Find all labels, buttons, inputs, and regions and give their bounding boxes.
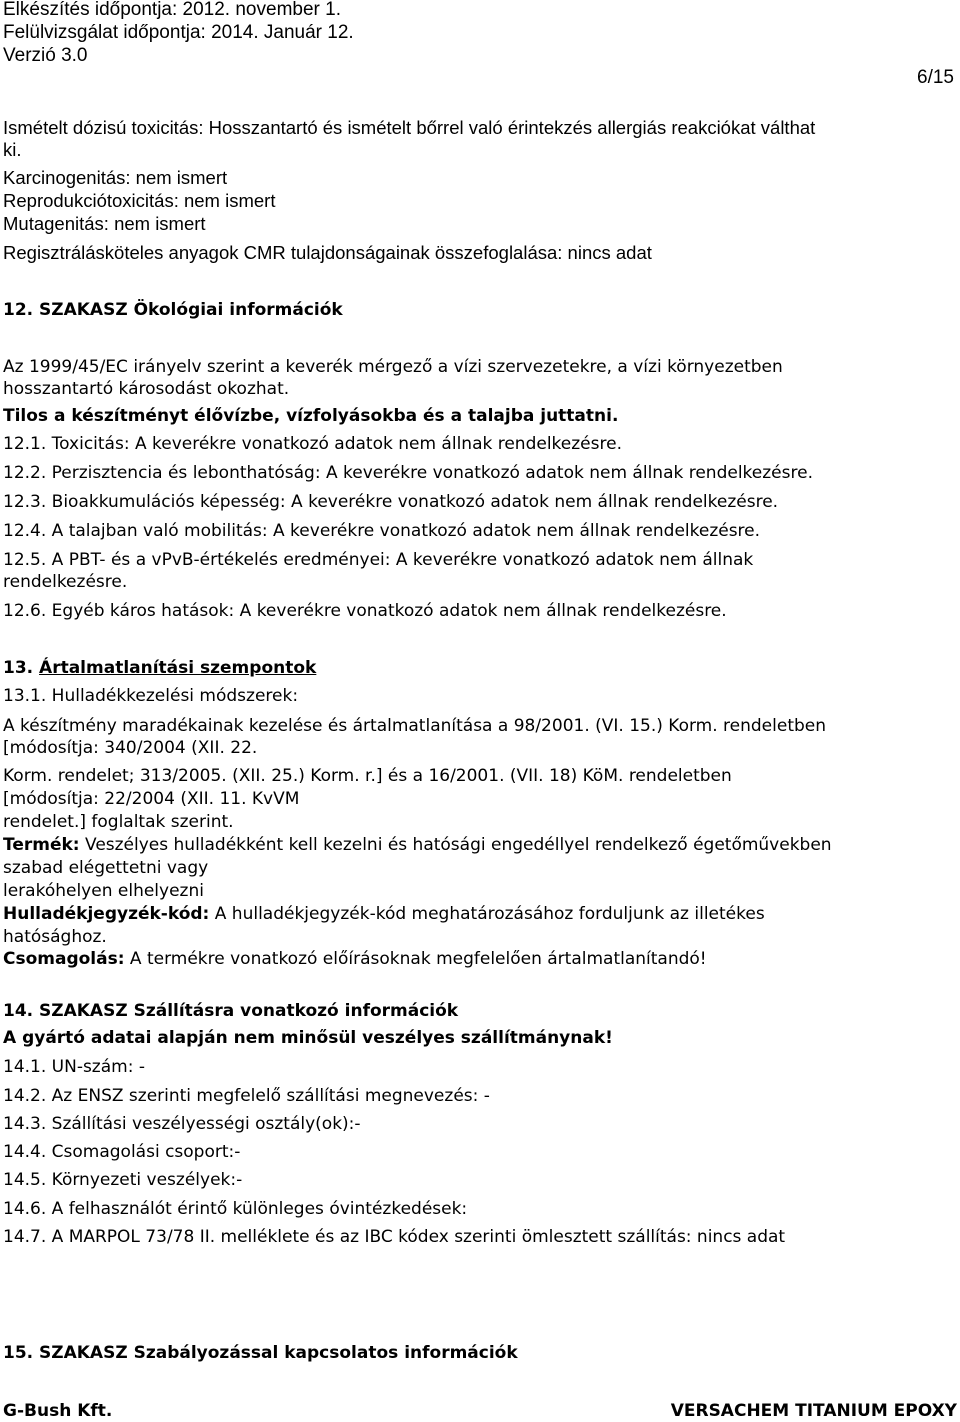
special-precautions-14-6: 14.6. A felhasználót érintő különleges óvintézkedések: — [3, 1199, 468, 1219]
toxicity-12-1: 12.1. Toxicitás: A keverékre vonatkozó adatok nem állnak rendelkezésre. — [3, 434, 622, 454]
bioaccumulation-12-3: 12.3. Bioakkumulációs képesség: A keverékre vonatkozó adatok nem állnak rendelkezésre. — [3, 492, 779, 512]
waste-code-cont: hatósághoz. — [3, 927, 107, 947]
hazard-class-14-3: 14.3. Szállítási veszélyességi osztály(ok):- — [3, 1114, 361, 1134]
eco-warning: Tilos a készítményt élővízbe, vízfolyásokba és a talajba juttatni. — [3, 406, 619, 426]
page-number: 6/15 — [917, 67, 954, 88]
packaging-text: A termékre vonatkozó előírásoknak megfelelően ártalmatlanítandó! — [124, 949, 707, 969]
eco-intro: Az 1999/45/EC irányelv szerint a keverék mérgező a vízi szervezetekre, a vízi környezetben — [3, 357, 783, 377]
env-hazards-14-5: 14.5. Környezeti veszélyek:- — [3, 1170, 243, 1190]
transport-notice: A gyártó adatai alapján nem minősül veszélyes szállítmánynak! — [3, 1028, 613, 1048]
waste-code-text: A hulladékjegyzék-kód meghatározásához forduljunk az illetékes — [209, 904, 765, 924]
waste-code — [3, 903, 765, 925]
packaging-label: Csomagolás: — [3, 949, 125, 969]
footer-product: VERSACHEM TITANIUM EPOXY — [670, 1401, 957, 1421]
packaging-disposal — [3, 948, 707, 970]
other-effects-12-6: 12.6. Egyéb káros hatások: A keverékre vonatkozó adatok nem állnak rendelkezésre. — [3, 601, 727, 621]
pbt-vpvb-12-5: 12.5. A PBT- és a vPvB-értékelés eredményei: A keverékre vonatkozó adatok nem állnak — [3, 550, 754, 570]
repeated-dose-toxicity-cont: ki. — [3, 139, 22, 160]
marpol-14-7: 14.7. A MARPOL 73/78 II. melléklete és az IBC kódex szerinti ömlesztett szállítás: nincs adat — [3, 1227, 786, 1247]
waste-methods-13-1: 13.1. Hulladékkezelési módszerek: — [3, 686, 299, 706]
disposal-law-line-3: Korm. rendelet; 313/2005. (XII. 25.) Korm. r.] és a 16/2001. (VII. 18) KöM. rendeletben — [3, 766, 732, 786]
disposal-law-line-2: [módosítja: 340/2004 (XII. 22. — [3, 738, 258, 758]
shipping-name-14-2: 14.2. Az ENSZ szerinti megfelelő szállítási megnevezés: - — [3, 1086, 490, 1106]
section-12-heading: 12. SZAKASZ Ökológiai információk — [3, 300, 343, 320]
eco-intro-cont: hosszantartó károsodást okozhat. — [3, 379, 290, 399]
section-13-number: 13. — [3, 658, 40, 678]
pbt-vpvb-12-5-cont: rendelkezésre. — [3, 572, 128, 592]
cmr-summary: Regisztrálásköteles anyagok CMR tulajdonságainak összefoglalása: nincs adat — [3, 242, 652, 263]
mutagenicity: Mutagenitás: nem ismert — [3, 213, 206, 234]
section-15-heading: 15. SZAKASZ Szabályozással kapcsolatos információk — [3, 1343, 518, 1363]
product-text: Veszélyes hulladékként kell kezelni és hatósági engedéllyel rendelkező égetőművekben — [79, 835, 832, 855]
waste-code-label: Hulladékjegyzék-kód: — [3, 904, 210, 924]
version: Verzió 3.0 — [3, 45, 88, 66]
packing-group-14-4: 14.4. Csomagolási csoport:- — [3, 1142, 241, 1162]
product-disposal — [3, 834, 832, 856]
disposal-law-line-5: rendelet.] foglaltak szerint. — [3, 812, 234, 832]
product-disposal-cont-1: szabad elégettetni vagy — [3, 858, 209, 878]
carcinogenicity: Karcinogenitás: nem ismert — [3, 167, 228, 188]
section-13-title: Ártalmatlanítási szempontok — [39, 658, 317, 678]
persistence-12-2: 12.2. Perzisztencia és lebonthatóság: A keverékre vonatkozó adatok nem állnak rendelkezésre. — [3, 463, 813, 483]
reproductive-toxicity: Reprodukciótoxicitás: nem ismert — [3, 190, 276, 211]
section-13-heading — [3, 657, 316, 679]
disposal-law-line-1: A készítmény maradékainak kezelése és ártalmatlanítása a 98/2001. (VI. 15.) Korm. rendeletben — [3, 716, 827, 736]
footer-company: G-Bush Kft. — [3, 1401, 113, 1421]
soil-mobility-12-4: 12.4. A talajban való mobilitás: A keverékre vonatkozó adatok nem állnak rendelkezésre. — [3, 521, 761, 541]
disposal-law-line-4: [módosítja: 22/2004 (XII. 11. KvVM — [3, 789, 300, 809]
un-number-14-1: 14.1. UN-szám: - — [3, 1057, 145, 1077]
repeated-dose-toxicity: Ismételt dózisú toxicitás: Hosszantartó és ismételt bőrrel való érintekzés allergiás reakciókat válthat — [3, 117, 816, 138]
product-disposal-cont-2: lerakóhelyen elhelyezni — [3, 881, 204, 901]
section-14-heading: 14. SZAKASZ Szállításra vonatkozó információk — [3, 1001, 459, 1021]
created-date: Elkészítés időpontja: 2012. november 1. — [3, 0, 341, 20]
revised-date: Felülvizsgálat időpontja: 2014. Január 12. — [3, 22, 354, 43]
product-label: Termék: — [3, 835, 80, 855]
